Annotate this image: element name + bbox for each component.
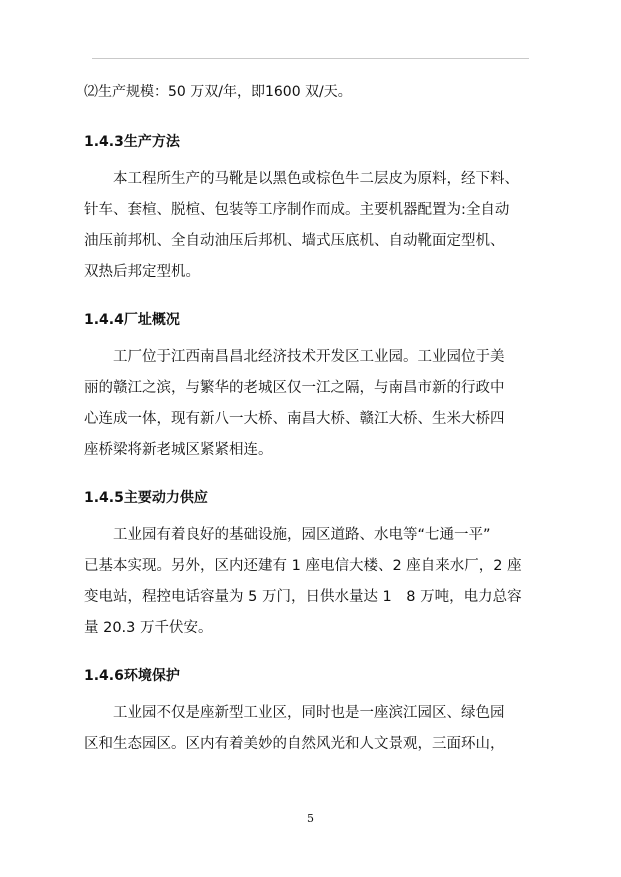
paragraph-line: 心连成一体，现有新八一大桥、南昌大桥、赣江大桥、生米大桥四: [84, 411, 505, 427]
production-scale-line: ⑵生产规模：50 万双/年，即1600 双/天。: [84, 84, 352, 100]
section-paragraph: [84, 520, 530, 644]
paragraph-line: 变电站，程控电话容量为 5 万门，日供水量达 1 8 万吨，电力总容: [84, 589, 522, 605]
paragraph-line: 油压前邦机、全自动油压后邦机、墙式压底机、自动靴面定型机、: [84, 233, 505, 249]
header-rule: [92, 58, 529, 59]
paragraph-line: 工厂位于江西南昌昌北经济技术开发区工业园。工业园位于美: [84, 349, 505, 365]
paragraph-line: 区和生态园区。区内有着美妙的自然风光和人文景观，三面环山，: [84, 736, 505, 752]
section-heading: 1.4.6环境保护: [84, 668, 180, 684]
section-heading: 1.4.5主要动力供应: [84, 490, 208, 506]
paragraph-line: 丽的赣江之滨，与繁华的老城区仅一江之隔，与南昌市新的行政中: [84, 380, 505, 396]
paragraph-line: 座桥梁将新老城区紧紧相连。: [84, 442, 273, 458]
paragraph-line: 本工程所生产的马靴是以黑色或棕色牛二层皮为原料，经下料、: [84, 171, 519, 187]
section-paragraph: [84, 698, 530, 760]
paragraph-line: 已基本实现。另外，区内还建有 1 座电信大楼、2 座自来水厂，2 座: [84, 558, 522, 574]
paragraph-line: 双热后邦定型机。: [84, 264, 200, 280]
section-heading: 1.4.4厂址概况: [84, 312, 180, 328]
document-body: [84, 78, 530, 760]
section-paragraph: [84, 164, 530, 288]
section-paragraph: [84, 342, 530, 466]
page-number: 5: [307, 812, 314, 825]
paragraph-line: 工业园不仅是座新型工业区，同时也是一座滨江园区、绿色园: [84, 705, 505, 721]
section-heading: 1.4.3生产方法: [84, 134, 180, 150]
paragraph-line: 工业园有着良好的基础设施，园区道路、水电等“七通一平”: [84, 527, 491, 543]
paragraph-line: 量 20.3 万千伏安。: [84, 620, 213, 636]
paragraph-line: 针车、套楦、脱楦、包装等工序制作而成。主要机器配置为:全自动: [84, 202, 510, 218]
